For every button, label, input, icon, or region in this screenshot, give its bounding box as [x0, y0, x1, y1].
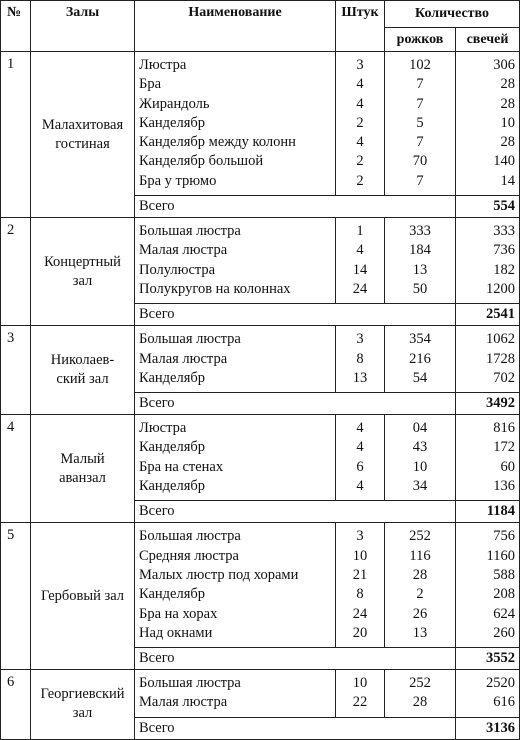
- item-count: 4: [356, 76, 364, 93]
- header-candles: свечей: [456, 28, 520, 52]
- row-number: 5: [1, 523, 31, 670]
- item-horns: 54: [412, 369, 428, 386]
- hall-name-line: зал: [72, 272, 93, 289]
- item-horns: 5: [416, 114, 424, 131]
- item-name-cell: [135, 415, 336, 501]
- hall-name: [31, 415, 135, 523]
- row-number: 2: [1, 218, 31, 326]
- item-horns: 354: [409, 331, 431, 348]
- row-number: 4: [1, 415, 31, 523]
- header-quantity: Количество: [385, 1, 520, 28]
- item-name: Полулюстра: [139, 261, 216, 278]
- item-name: Бра на стенах: [139, 458, 224, 475]
- total-value: 1184: [456, 501, 520, 523]
- item-count: 4: [356, 134, 364, 151]
- row-number: 3: [1, 326, 31, 415]
- item-candles: 182: [493, 261, 515, 278]
- item-count: 2: [356, 114, 364, 131]
- total-label: Всего: [135, 304, 456, 326]
- item-count: 13: [352, 369, 368, 386]
- item-horns: 184: [409, 242, 431, 259]
- total-label: Всего: [135, 196, 456, 218]
- hall-name-line: Гербовый зал: [40, 587, 125, 604]
- item-count-cell: [336, 52, 385, 196]
- item-horns: 116: [409, 547, 431, 564]
- item-candles: 28: [500, 134, 515, 151]
- total-value: 554: [456, 196, 520, 218]
- hall-name-line: Малахитовая: [41, 116, 124, 133]
- hall-name: [31, 670, 135, 740]
- item-count: 2: [356, 172, 364, 189]
- item-name: Малая люстра: [139, 694, 228, 711]
- item-name-cell: [135, 523, 336, 648]
- item-name: Канделябр большой: [139, 153, 264, 170]
- total-value: 3492: [456, 393, 520, 415]
- hall-group-row: [1, 523, 520, 648]
- hall-group-row: [1, 415, 520, 501]
- hall-name-line: аванзал: [59, 469, 106, 486]
- item-candles: 333: [493, 223, 515, 240]
- item-name: Жирандоль: [139, 95, 210, 112]
- item-candles-cell: [456, 670, 520, 718]
- item-name: Канделябр между колонн: [139, 134, 296, 151]
- total-label: Всего: [135, 717, 456, 739]
- item-count: 3: [356, 331, 364, 348]
- item-name: Малая люстра: [139, 242, 228, 259]
- item-horns: 252: [409, 675, 431, 692]
- item-name-cell: [135, 326, 336, 393]
- item-horns-cell: [385, 52, 456, 196]
- hall-group-row: [1, 52, 520, 196]
- hall-name-line: зал: [72, 705, 93, 722]
- item-candles: 172: [493, 439, 515, 456]
- item-horns: 43: [412, 439, 428, 456]
- hall-group-row: [1, 326, 520, 393]
- hall-group-row: [1, 218, 520, 304]
- header-row-top: [1, 1, 520, 28]
- item-count: 14: [352, 261, 368, 278]
- item-horns-cell: [385, 670, 456, 718]
- item-candles: 28: [500, 76, 515, 93]
- total-value: 3552: [456, 648, 520, 670]
- item-candles: 756: [493, 528, 515, 545]
- item-candles: 260: [493, 624, 515, 641]
- item-count: 4: [356, 95, 364, 112]
- total-value: 2541: [456, 304, 520, 326]
- item-name: Люстра: [139, 420, 187, 437]
- hall-name: [31, 326, 135, 415]
- item-name: Полукругов на колоннах: [139, 280, 291, 297]
- item-horns: 7: [416, 134, 424, 151]
- item-horns: 13: [412, 624, 428, 641]
- item-horns: 7: [416, 95, 424, 112]
- item-candles: 306: [493, 57, 515, 73]
- item-horns: 2: [416, 586, 424, 603]
- item-candles: 14: [500, 172, 515, 189]
- total-label: Всего: [135, 648, 456, 670]
- item-count: 1: [356, 223, 364, 240]
- item-count-cell: [336, 326, 385, 393]
- hall-name-line: Георгиевский: [40, 686, 125, 703]
- item-horns: 7: [416, 172, 424, 189]
- item-name-cell: [135, 670, 336, 718]
- item-name: Канделябр: [139, 439, 206, 456]
- item-candles: 10: [500, 114, 515, 131]
- item-count: 4: [356, 439, 364, 456]
- row-number: 6: [1, 670, 31, 740]
- item-candles: 60: [500, 458, 515, 475]
- item-horns-cell: [385, 326, 456, 393]
- item-name: Большая люстра: [139, 528, 241, 545]
- item-count: 4: [356, 478, 364, 495]
- item-name: Малая люстра: [139, 350, 228, 367]
- item-count: 24: [352, 280, 368, 297]
- item-candles: 616: [493, 694, 515, 711]
- item-count: 8: [356, 350, 364, 367]
- item-name: Канделябр: [139, 586, 206, 603]
- item-name: Бра у трюмо: [139, 172, 217, 189]
- item-horns: 7: [416, 76, 424, 93]
- item-count: 24: [352, 605, 368, 622]
- header-horns: рожков: [385, 28, 456, 52]
- item-candles: 136: [493, 478, 515, 495]
- item-horns-cell: [385, 523, 456, 648]
- item-candles: 816: [493, 420, 515, 437]
- item-count-cell: [336, 670, 385, 718]
- row-number: 1: [1, 52, 31, 218]
- item-count-cell: [336, 415, 385, 501]
- item-count: 3: [356, 57, 364, 73]
- item-count: 3: [356, 528, 364, 545]
- item-candles: 702: [493, 369, 515, 386]
- item-name: Малых люстр под хорами: [139, 566, 299, 583]
- item-candles-cell: [456, 218, 520, 304]
- header-hall: Залы: [31, 1, 135, 52]
- item-count: 2: [356, 153, 364, 170]
- item-name: Бра на хорах: [139, 605, 218, 622]
- item-horns: 252: [409, 528, 431, 545]
- item-candles-cell: [456, 415, 520, 501]
- item-candles: 624: [493, 605, 515, 622]
- item-name: Большая люстра: [139, 331, 241, 348]
- item-name: Большая люстра: [139, 223, 241, 240]
- item-name-cell: [135, 218, 336, 304]
- item-name: Канделябр: [139, 369, 206, 386]
- hall-name: [31, 523, 135, 670]
- item-candles: 588: [493, 566, 515, 583]
- item-candles: 1062: [486, 331, 515, 348]
- item-count: 10: [352, 675, 368, 692]
- item-name: Канделябр: [139, 478, 206, 495]
- item-horns: 13: [412, 261, 428, 278]
- item-horns: 102: [409, 57, 431, 73]
- total-label: Всего: [135, 393, 456, 415]
- hall-name-line: Малый: [60, 450, 105, 467]
- item-horns-cell: [385, 218, 456, 304]
- item-name: Большая люстра: [139, 675, 241, 692]
- item-candles-cell: [456, 52, 520, 196]
- hall-name: [31, 52, 135, 218]
- header-count: Штук: [336, 1, 385, 52]
- item-name: Бра: [139, 76, 162, 93]
- item-count-cell: [336, 523, 385, 648]
- item-candles-cell: [456, 326, 520, 393]
- item-candles: 1200: [486, 280, 515, 297]
- item-name-cell: [135, 52, 336, 196]
- item-horns: 28: [412, 566, 428, 583]
- item-candles: 208: [493, 586, 515, 603]
- item-name: Канделябр: [139, 114, 206, 131]
- header-num: №: [1, 1, 31, 52]
- item-count: 6: [356, 458, 364, 475]
- hall-name-line: гостиная: [55, 135, 110, 152]
- item-count: 8: [356, 586, 364, 603]
- item-count-cell: [336, 218, 385, 304]
- total-value: 3136: [456, 717, 520, 739]
- item-candles: 2520: [486, 675, 515, 692]
- item-name: Средняя люстра: [139, 547, 239, 564]
- hall-name-line: Николаев-: [50, 352, 115, 369]
- hall-name: [31, 218, 135, 326]
- item-candles: 1160: [486, 547, 515, 564]
- item-count: 10: [352, 547, 368, 564]
- total-label: Всего: [135, 501, 456, 523]
- item-horns: 70: [412, 153, 428, 170]
- item-horns: 26: [412, 605, 428, 622]
- item-horns: 34: [412, 478, 428, 495]
- item-horns-cell: [385, 415, 456, 501]
- item-candles: 28: [500, 95, 515, 112]
- table-body: [1, 52, 520, 740]
- item-candles-cell: [456, 523, 520, 648]
- item-horns: 50: [412, 280, 428, 297]
- hall-group-row: [1, 670, 520, 718]
- item-horns: 10: [412, 458, 428, 475]
- item-horns: 333: [409, 223, 431, 240]
- header-name: Наименование: [135, 1, 336, 52]
- item-candles: 140: [493, 153, 515, 170]
- item-name: Люстра: [139, 57, 187, 73]
- item-horns: 216: [409, 350, 431, 367]
- item-count: 22: [352, 694, 368, 711]
- hall-name-line: ский зал: [56, 371, 109, 388]
- item-candles: 1728: [486, 350, 515, 367]
- item-count: 21: [352, 566, 368, 583]
- item-horns: 04: [412, 420, 428, 437]
- hall-name-line: Концертный: [44, 253, 121, 270]
- item-horns: 28: [412, 694, 428, 711]
- item-name: Над окнами: [139, 624, 213, 641]
- item-count: 4: [356, 420, 364, 437]
- item-count: 4: [356, 242, 364, 259]
- item-candles: 736: [493, 242, 515, 259]
- item-count: 20: [352, 624, 368, 641]
